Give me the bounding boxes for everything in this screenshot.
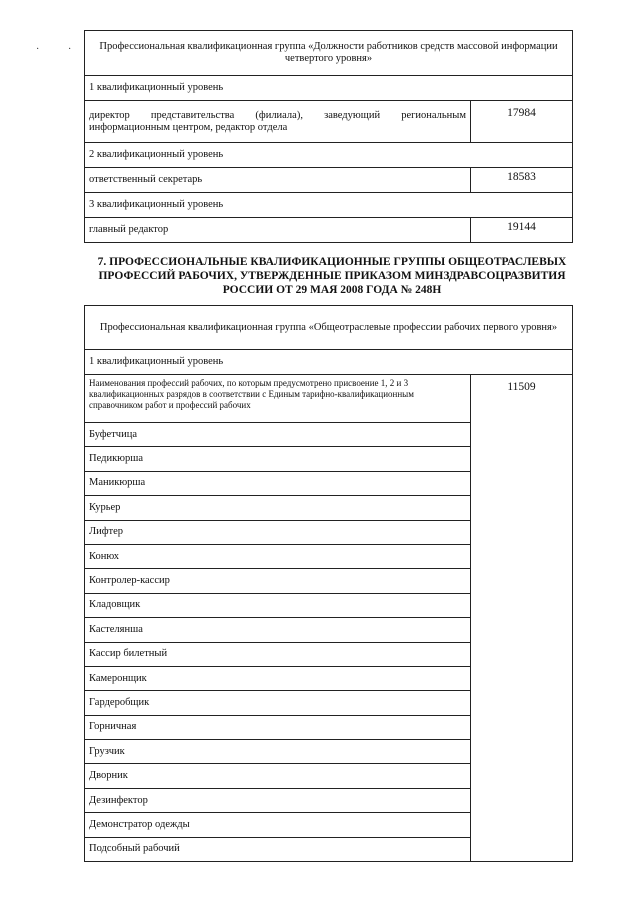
- profession-name: Гардеробщик: [85, 691, 471, 715]
- profession-name: Курьер: [85, 496, 471, 520]
- table-header: Профессиональная квалификационная группа «Должности работников средств массовой информации четвертого уровня»: [85, 31, 573, 76]
- qualification-level-label: 1 квалификационный уровень: [85, 76, 573, 101]
- profession-name: Дезинфектор: [85, 788, 471, 812]
- profession-name: Кладовщик: [85, 593, 471, 617]
- profession-name: Конюх: [85, 544, 471, 568]
- profession-name: Демонстратор одежды: [85, 813, 471, 837]
- profession-name: Камеронщик: [85, 666, 471, 690]
- profession-name: Грузчик: [85, 740, 471, 764]
- profession-description: Наименования профессий рабочих, по которым предусмотрено присвоение 1, 2 и 3 квалификационных разрядов в соответствии с Единым тарифно-квалификационным справочником работ и профессий рабочих: [85, 375, 471, 423]
- table-header: Профессиональная квалификационная группа «Общеотраслевые профессии рабочих первого уровня»: [85, 306, 573, 350]
- qualification-level-label: 3 квалификационный уровень: [85, 193, 573, 218]
- profession-name: Кассир билетный: [85, 642, 471, 666]
- profession-name: Контролер-кассир: [85, 569, 471, 593]
- qualification-table-media: [84, 30, 573, 243]
- salary-value: 18583: [471, 168, 573, 193]
- position-name: главный редактор: [85, 218, 471, 243]
- profession-name: Лифтер: [85, 520, 471, 544]
- qualification-level-label: 2 квалификационный уровень: [85, 143, 573, 168]
- position-name: директор представительства (филиала), заведующий региональным информационным центром, редактор отдела: [85, 101, 471, 143]
- profession-name: Подсобный рабочий: [85, 837, 471, 861]
- scan-speck: ·: [68, 44, 72, 55]
- profession-name: Горничная: [85, 715, 471, 739]
- profession-name: Педикюрша: [85, 447, 471, 471]
- section-heading: 7. ПРОФЕССИОНАЛЬНЫЕ КВАЛИФИКАЦИОННЫЕ ГРУППЫ ОБЩЕОТРАСЛЕВЫХ ПРОФЕССИЙ РАБОЧИХ, УТВЕРЖДЕННЫЕ ПРИКАЗОМ МИНЗДРАВСОЦРАЗВИТИЯ РОССИИ ОТ 29 МАЯ 2008 ГОДА № 248Н: [97, 256, 567, 296]
- profession-name: Кастелянша: [85, 618, 471, 642]
- profession-name: Маникюрша: [85, 471, 471, 495]
- salary-value: 11509: [471, 375, 573, 862]
- qualification-level-label: 1 квалификационный уровень: [85, 350, 573, 375]
- scan-speck: ·: [36, 44, 40, 55]
- qualification-table-workers: [84, 305, 573, 862]
- profession-name: Дворник: [85, 764, 471, 788]
- position-name: ответственный секретарь: [85, 168, 471, 193]
- salary-value: 19144: [471, 218, 573, 243]
- profession-name: Буфетчица: [85, 423, 471, 447]
- salary-value: 17984: [471, 101, 573, 143]
